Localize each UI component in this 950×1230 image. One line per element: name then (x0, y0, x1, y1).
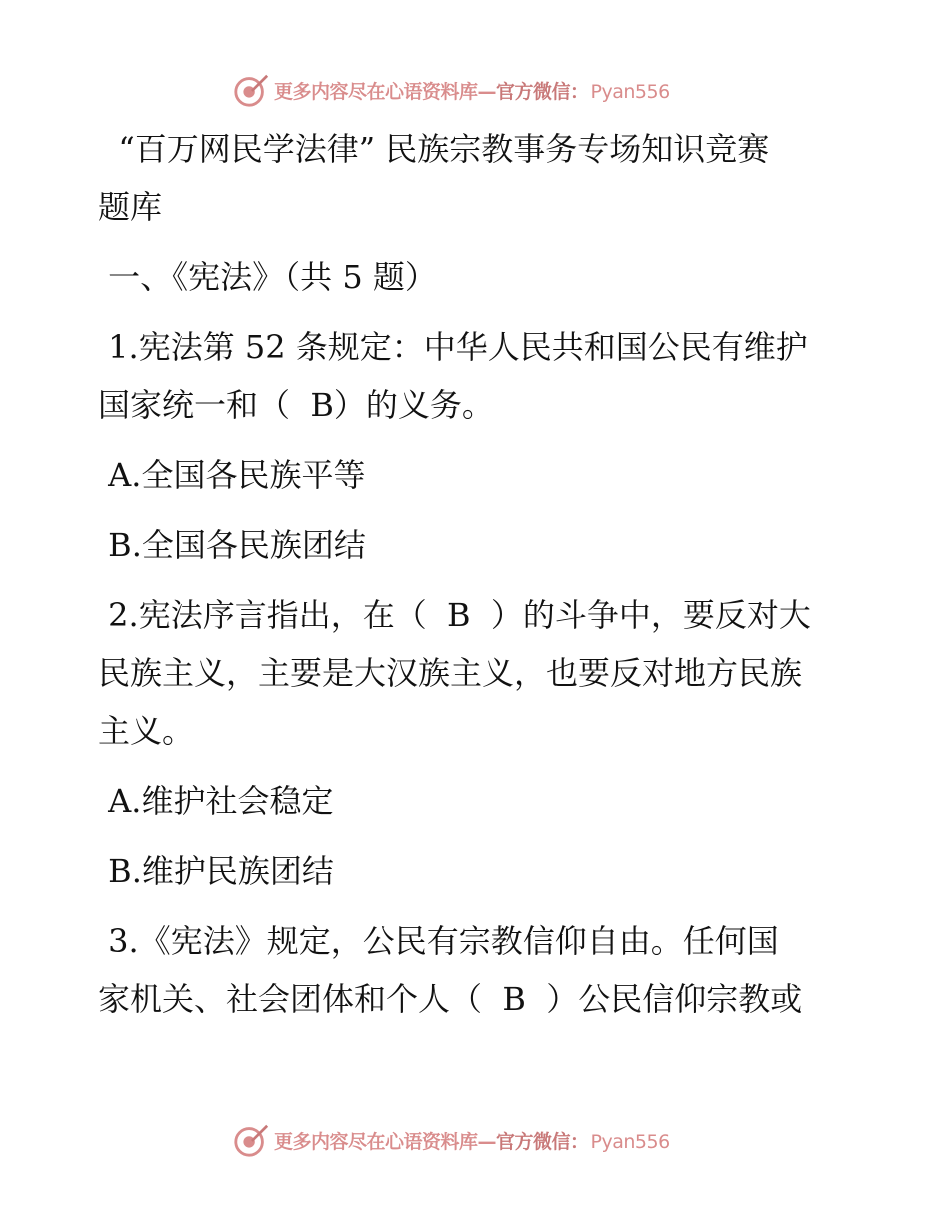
banner-text: 更多内容尽在心语资料库—官方微信： Pyan556 (274, 1130, 670, 1153)
question-2-text: 2.宪法序言指出，在（ B ）的斗争中，要反对大 (98, 596, 811, 634)
banner-text: 更多内容尽在心语资料库—官方微信： Pyan556 (274, 80, 670, 103)
question-1-option-b: B.全国各民族团结 (98, 526, 366, 564)
quill-seal-icon (232, 71, 270, 109)
question-1-option-a: A.全国各民族平等 (98, 456, 366, 494)
footer-watermark-banner (232, 1120, 670, 1160)
document-body (98, 120, 858, 1028)
quill-seal-icon (232, 1121, 270, 1159)
question-2-text-cont: 民族主义，主要是大汉族主义，也要反对地方民族 (98, 654, 803, 692)
document-title-cont: 题库 (98, 188, 163, 226)
question-3-text-cont: 家机关、社会团体和个人（ B ）公民信仰宗教或 (98, 980, 803, 1018)
document-title: “百万网民学法律” 民族宗教事务专场知识竞赛 (98, 130, 770, 168)
section-heading: 一、《宪法》（共 5 题） (98, 258, 437, 296)
question-2-text-cont2: 主义。 (98, 712, 195, 750)
question-1-text: 1.宪法第 52 条规定：中华人民共和国公民有维护 (98, 328, 808, 366)
question-2-option-b: B.维护民族团结 (98, 852, 334, 890)
question-3-text: 3.《宪法》规定，公民有宗教信仰自由。任何国 (98, 922, 779, 960)
question-1-text-cont: 国家统一和（ B）的义务。 (98, 386, 494, 424)
header-watermark-banner (232, 70, 670, 110)
question-2-option-a: A.维护社会稳定 (98, 782, 334, 820)
